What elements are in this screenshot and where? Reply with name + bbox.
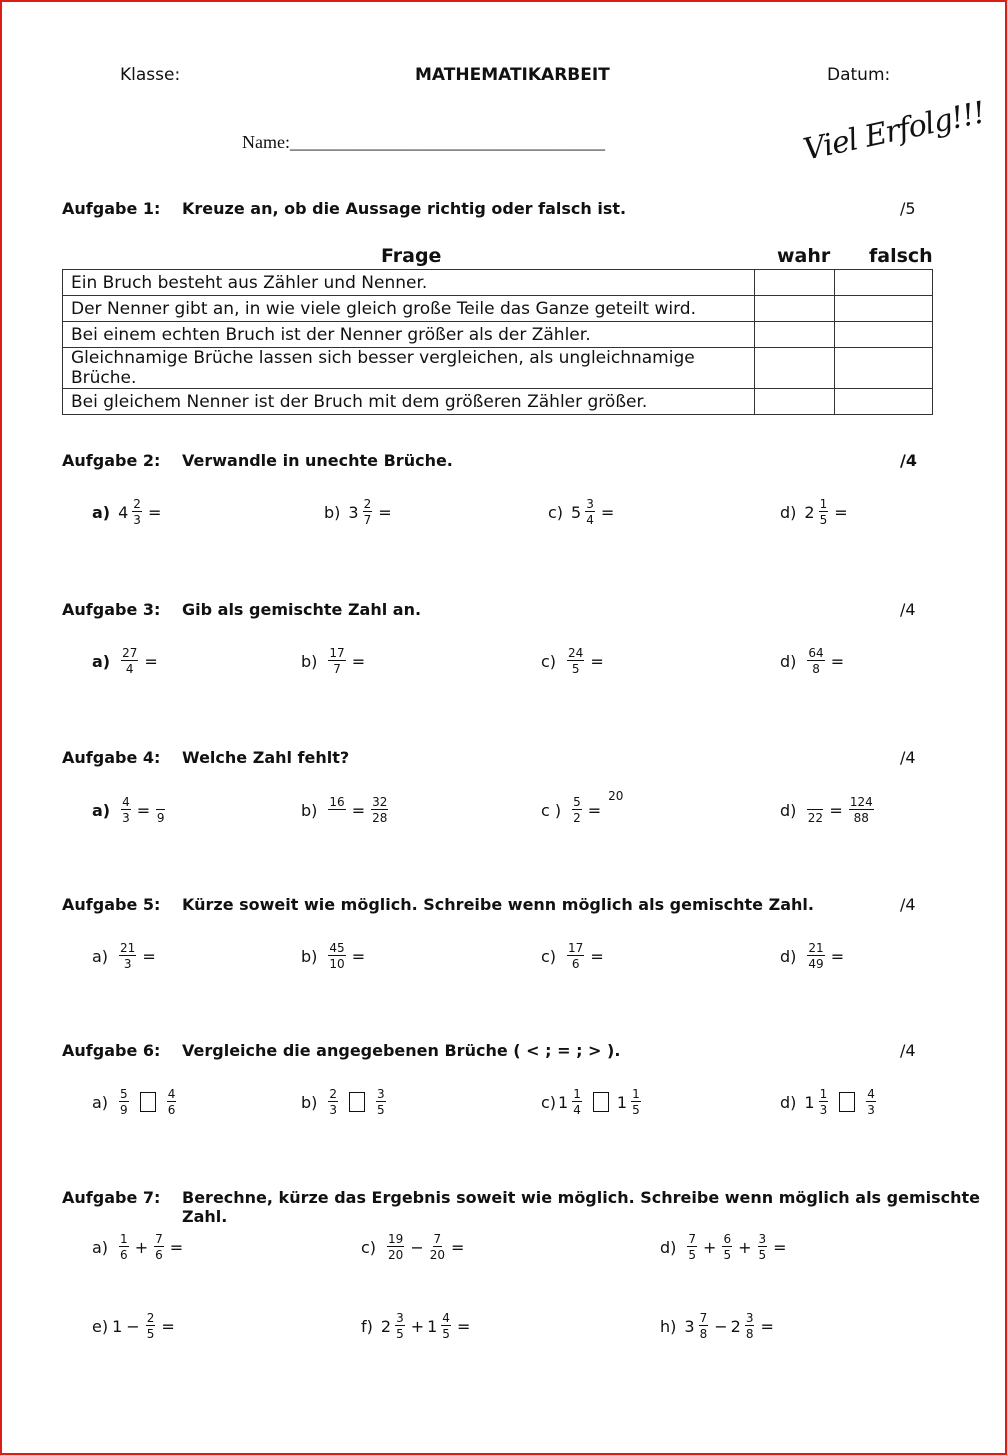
equals-sign: = bbox=[136, 800, 151, 820]
fraction: $\frac{1}{3}$ bbox=[819, 1087, 828, 1117]
task6-instruction: Vergleiche die angegebenen Brüche ( < ; = ; > ). bbox=[182, 1041, 621, 1060]
item-label: d) bbox=[780, 800, 797, 820]
statement-text: Gleichnamige Brüche lassen sich besser vergleichen, als ungleichnamige Brüche. bbox=[63, 348, 755, 389]
task6-item-d bbox=[780, 1082, 879, 1122]
task2-item-b bbox=[324, 492, 395, 532]
fraction-missing-numerator[interactable]: 22 bbox=[807, 796, 823, 824]
comparison-box[interactable] bbox=[140, 1092, 156, 1112]
task2-item-a bbox=[92, 492, 164, 532]
statement-text: Bei gleichem Nenner ist der Bruch mit dem größeren Zähler größer. bbox=[63, 389, 755, 415]
fraction: $\frac{27}{4}$ bbox=[122, 646, 138, 676]
wahr-checkbox-cell[interactable] bbox=[755, 296, 835, 322]
equals-sign: = bbox=[587, 800, 602, 820]
fraction: $\frac{17}{7}$ bbox=[329, 646, 345, 676]
table-row bbox=[63, 270, 933, 296]
fraction-missing-denominator[interactable]: 20 bbox=[608, 788, 624, 803]
task2-item-d bbox=[780, 492, 851, 532]
task4-item-d bbox=[780, 790, 877, 830]
task4-item-b bbox=[301, 790, 391, 830]
task3-instruction: Gib als gemischte Zahl an. bbox=[182, 600, 422, 619]
fraction-missing-denominator[interactable]: 16 bbox=[329, 795, 345, 809]
operator: − bbox=[714, 1316, 728, 1336]
item-label: c ) bbox=[541, 800, 562, 820]
item-label: f) bbox=[361, 1316, 373, 1336]
fraction: $\frac{17}{6}$ bbox=[568, 941, 584, 971]
col-header-frage: Frage bbox=[381, 245, 442, 267]
operator: + bbox=[410, 1316, 425, 1336]
fraction: $\frac{4}{3}$ bbox=[867, 1087, 875, 1117]
whole-number: 2 bbox=[730, 1316, 741, 1336]
whole-number: 2 bbox=[380, 1316, 392, 1336]
operator: − bbox=[410, 1237, 424, 1257]
fraction: $\frac{1}{4}$ bbox=[573, 1087, 581, 1117]
item-label: e) bbox=[92, 1316, 109, 1336]
item-label: b) bbox=[301, 800, 318, 820]
equals-sign: = bbox=[142, 946, 156, 966]
item-label: b) bbox=[301, 651, 318, 671]
task3-points: /4 bbox=[900, 600, 916, 619]
wahr-checkbox-cell[interactable] bbox=[755, 348, 835, 389]
name-line: Name:___________________________________ bbox=[242, 132, 605, 152]
fraction: $\frac{21}{49}$ bbox=[808, 941, 824, 971]
task2-instruction: Verwandle in unechte Brüche. bbox=[182, 451, 453, 470]
fraction: $\frac{3}{4}$ bbox=[586, 497, 594, 527]
equals-sign: = bbox=[830, 651, 845, 671]
item-label: b) bbox=[301, 946, 318, 966]
fraction-missing-numerator[interactable]: 9 bbox=[156, 796, 165, 824]
task7-number: Aufgabe 7: bbox=[62, 1188, 161, 1207]
item-label: c) bbox=[541, 651, 557, 671]
fraction: $\frac{2}{3}$ bbox=[329, 1087, 338, 1117]
task7-instruction: Berechne, kürze das Ergebnis soweit wie möglich. Schreibe wenn möglich als gemischte Zahl. bbox=[182, 1188, 980, 1226]
task3-item-d bbox=[780, 641, 847, 681]
table-row bbox=[63, 322, 933, 348]
whole-number: 1 bbox=[427, 1316, 438, 1336]
task7-item-a bbox=[92, 1227, 186, 1267]
item-label: a) bbox=[92, 946, 109, 966]
task6-points: /4 bbox=[900, 1041, 916, 1060]
comparison-box[interactable] bbox=[839, 1092, 855, 1112]
task5-instruction: Kürze soweit wie möglich. Schreibe wenn möglich als gemischte Zahl. bbox=[182, 895, 814, 914]
equals-sign: = bbox=[161, 1316, 175, 1336]
whole-number: 3 bbox=[348, 502, 359, 522]
fraction: $\frac{3}{5}$ bbox=[758, 1232, 767, 1262]
item-label: b) bbox=[301, 1092, 318, 1112]
statement-text: Bei einem echten Bruch ist der Nenner größer als der Zähler. bbox=[63, 322, 755, 348]
page-title: MATHEMATIKARBEIT bbox=[415, 65, 610, 85]
task4-item-c bbox=[541, 790, 627, 830]
fraction: $\frac{1}{5}$ bbox=[632, 1087, 640, 1117]
statement-text: Ein Bruch besteht aus Zähler und Nenner. bbox=[63, 270, 755, 296]
fraction: $\frac{7}{6}$ bbox=[155, 1232, 163, 1262]
fraction: $\frac{4}{6}$ bbox=[167, 1087, 176, 1117]
task1-points: /5 bbox=[900, 199, 916, 218]
task7-item-c bbox=[361, 1227, 467, 1267]
item-label: c) bbox=[548, 502, 564, 522]
equals-sign: = bbox=[144, 651, 158, 671]
item-label: a) bbox=[92, 502, 111, 522]
falsch-checkbox-cell[interactable] bbox=[835, 296, 933, 322]
task1-instruction: Kreuze an, ob die Aussage richtig oder falsch ist. bbox=[182, 199, 627, 218]
task6-item-b bbox=[301, 1082, 389, 1122]
fraction: $\frac{5}{2}$ bbox=[573, 795, 581, 825]
whole-number: 3 bbox=[684, 1316, 695, 1336]
equals-sign: = bbox=[773, 1237, 787, 1257]
item-label: d) bbox=[780, 1092, 797, 1112]
equals-sign: = bbox=[760, 1316, 774, 1336]
operator: + bbox=[703, 1237, 717, 1257]
class-label: Klasse: bbox=[120, 65, 181, 85]
task1-number: Aufgabe 1: bbox=[62, 199, 161, 218]
equals-sign: = bbox=[829, 800, 843, 820]
task3-number: Aufgabe 3: bbox=[62, 600, 161, 619]
fraction: $\frac{3}{5}$ bbox=[377, 1087, 385, 1117]
fraction: $\frac{7}{5}$ bbox=[688, 1232, 697, 1262]
task5-item-d bbox=[780, 936, 847, 976]
fraction: $\frac{6}{5}$ bbox=[723, 1232, 732, 1262]
equals-sign: = bbox=[590, 651, 604, 671]
task2-number: Aufgabe 2: bbox=[62, 451, 161, 470]
whole-number: 1 bbox=[616, 1092, 628, 1112]
task6-number: Aufgabe 6: bbox=[62, 1041, 161, 1060]
equals-sign: = bbox=[456, 1316, 471, 1336]
equals-sign: = bbox=[147, 502, 162, 522]
task7-item-d bbox=[660, 1227, 790, 1267]
task4-number: Aufgabe 4: bbox=[62, 748, 161, 767]
operator: + bbox=[134, 1237, 149, 1257]
item-label: c) bbox=[361, 1237, 377, 1257]
fraction: $\frac{19}{20}$ bbox=[388, 1232, 404, 1262]
whole-number: 4 bbox=[118, 502, 129, 522]
equals-sign: = bbox=[590, 946, 604, 966]
fraction: $\frac{5}{9}$ bbox=[120, 1087, 128, 1117]
task5-item-a bbox=[92, 936, 159, 976]
task4-item-a bbox=[92, 790, 168, 830]
fraction: $\frac{7}{8}$ bbox=[699, 1311, 708, 1341]
item-label: a) bbox=[92, 1092, 109, 1112]
item-label: b) bbox=[324, 502, 341, 522]
fraction: $\frac{21}{3}$ bbox=[120, 941, 136, 971]
fraction: $\frac{3}{8}$ bbox=[745, 1311, 754, 1341]
statement-text: Der Nenner gibt an, in wie viele gleich große Teile das Ganze geteilt wird. bbox=[63, 296, 755, 322]
whole-number: 1 bbox=[558, 1092, 569, 1112]
item-label: h) bbox=[660, 1316, 677, 1336]
item-label: d) bbox=[780, 946, 797, 966]
fraction: $\frac{2}{7}$ bbox=[363, 497, 372, 527]
signature-viel-erfolg: Viel Erfolg!!! bbox=[800, 95, 988, 168]
wahr-checkbox-cell[interactable] bbox=[755, 322, 835, 348]
fraction: $\frac{4}{3}$ bbox=[122, 795, 130, 825]
col-header-falsch: falsch bbox=[869, 245, 933, 267]
task5-number: Aufgabe 5: bbox=[62, 895, 161, 914]
table-row bbox=[63, 296, 933, 322]
item-label: c) bbox=[541, 1092, 557, 1112]
task3-item-a bbox=[92, 641, 161, 681]
table-row bbox=[63, 348, 933, 389]
task6-item-c bbox=[541, 1082, 644, 1122]
fraction: $\frac{1}{5}$ bbox=[819, 497, 828, 527]
task3-item-b bbox=[301, 641, 368, 681]
fraction: $\frac{4}{5}$ bbox=[442, 1311, 450, 1341]
item-label: a) bbox=[92, 1237, 109, 1257]
falsch-checkbox-cell[interactable] bbox=[835, 270, 933, 296]
falsch-checkbox-cell[interactable] bbox=[835, 322, 933, 348]
fraction: $\frac{64}{8}$ bbox=[808, 646, 824, 676]
fraction: $\frac{32}{28}$ bbox=[372, 795, 388, 825]
falsch-checkbox-cell[interactable] bbox=[835, 389, 933, 415]
whole-number: 1 bbox=[804, 1092, 815, 1112]
operator: + bbox=[738, 1237, 752, 1257]
equals-sign: = bbox=[600, 502, 615, 522]
fraction: $\frac{124}{88}$ bbox=[849, 795, 873, 825]
item-label: d) bbox=[660, 1237, 677, 1257]
equals-sign: = bbox=[378, 502, 392, 522]
statements-table bbox=[62, 269, 933, 415]
fraction: $\frac{7}{20}$ bbox=[429, 1232, 446, 1262]
equals-sign: = bbox=[169, 1237, 184, 1257]
fraction: $\frac{2}{5}$ bbox=[146, 1311, 155, 1341]
task5-item-b bbox=[301, 936, 368, 976]
equals-sign: = bbox=[830, 946, 845, 966]
equals-sign: = bbox=[351, 651, 366, 671]
equals-sign: = bbox=[351, 946, 366, 966]
task2-item-c bbox=[548, 492, 617, 532]
fraction: $\frac{3}{5}$ bbox=[396, 1311, 404, 1341]
item-label: a) bbox=[92, 800, 111, 820]
comparison-box[interactable] bbox=[349, 1092, 365, 1112]
task7-item-e bbox=[92, 1306, 178, 1346]
falsch-checkbox-cell[interactable] bbox=[835, 348, 933, 389]
task4-points: /4 bbox=[900, 748, 916, 767]
col-header-wahr: wahr bbox=[777, 245, 831, 267]
operator: − bbox=[126, 1316, 140, 1336]
task7-item-f bbox=[361, 1306, 473, 1346]
task6-item-a bbox=[92, 1082, 179, 1122]
whole-number: 2 bbox=[804, 502, 815, 522]
fraction: $\frac{45}{10}$ bbox=[329, 941, 345, 971]
item-label: d) bbox=[780, 502, 797, 522]
whole-number: 5 bbox=[571, 502, 582, 522]
wahr-checkbox-cell[interactable] bbox=[755, 270, 835, 296]
whole-number: 1 bbox=[112, 1316, 123, 1336]
task7-item-h bbox=[660, 1306, 777, 1346]
task5-item-c bbox=[541, 936, 607, 976]
fraction: $\frac{24}{5}$ bbox=[568, 646, 584, 676]
comparison-box[interactable] bbox=[593, 1092, 609, 1112]
task4-instruction: Welche Zahl fehlt? bbox=[182, 748, 350, 767]
task2-points: /4 bbox=[900, 451, 917, 470]
fraction: $\frac{2}{3}$ bbox=[133, 497, 141, 527]
equals-sign: = bbox=[834, 502, 848, 522]
fraction: $\frac{1}{6}$ bbox=[120, 1232, 128, 1262]
item-label: d) bbox=[780, 651, 797, 671]
date-label: Datum: bbox=[827, 65, 891, 85]
wahr-checkbox-cell[interactable] bbox=[755, 389, 835, 415]
task5-points: /4 bbox=[900, 895, 916, 914]
table-row bbox=[63, 389, 933, 415]
task3-item-c bbox=[541, 641, 607, 681]
item-label: a) bbox=[92, 651, 111, 671]
equals-sign: = bbox=[451, 1237, 465, 1257]
item-label: c) bbox=[541, 946, 557, 966]
equals-sign: = bbox=[351, 800, 366, 820]
